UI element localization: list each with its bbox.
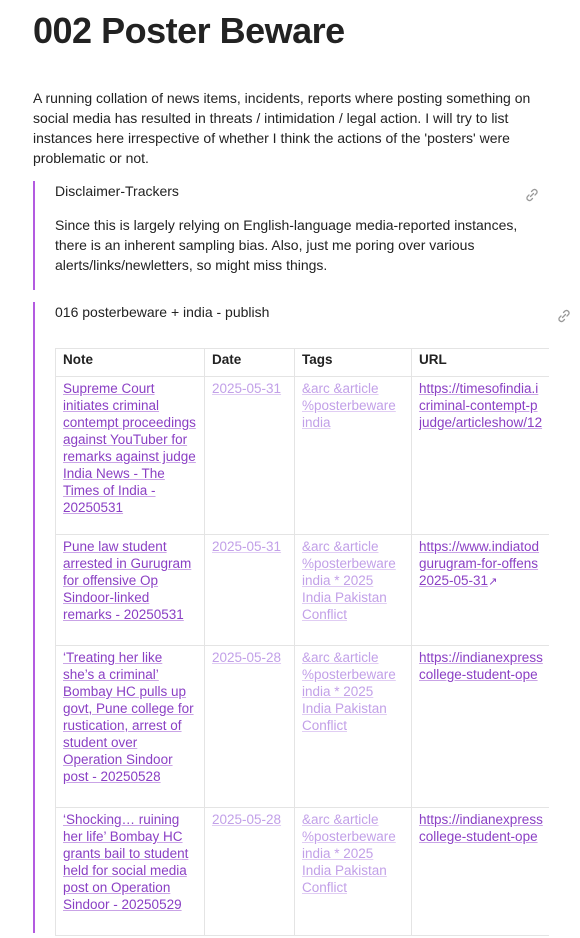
url-link[interactable]: https://indianexpress (419, 650, 543, 665)
tags-link[interactable]: &arc &article %posterbeware india * 2025 India Pakistan Conflict (302, 812, 396, 895)
url-link[interactable]: gurugram-for-offens (419, 556, 539, 571)
callout-title: Disclaimer-Trackers (55, 183, 179, 199)
note-link[interactable]: ‘Shocking… ruining her life’ Bombay HC grants bail to student held for social media post on Operation Sindoor - 20250529 (63, 812, 189, 912)
date-cell (205, 808, 295, 936)
data-table-container[interactable] (55, 348, 549, 938)
date-cell (205, 646, 295, 808)
table-row (56, 377, 550, 535)
header-note[interactable]: Note (56, 349, 205, 377)
url-link[interactable]: criminal-contempt-p (419, 398, 538, 413)
link-icon[interactable] (556, 308, 572, 324)
tags-cell (295, 808, 412, 936)
date-cell (205, 535, 295, 646)
link-icon[interactable] (524, 187, 540, 203)
note-link[interactable]: Pune law student arrested in Gurugram for offensive Op Sindoor-linked remarks - 20250531 (63, 539, 192, 622)
url-cell (412, 535, 550, 646)
disclaimer-callout (33, 181, 550, 290)
note-cell (56, 535, 205, 646)
data-table (55, 348, 549, 936)
callout-title: 016 posterbeware + india - publish (55, 304, 270, 320)
note-cell (56, 377, 205, 535)
url-link[interactable]: 2025-05-31 (419, 573, 489, 588)
url-link[interactable]: https://indianexpress (419, 812, 543, 827)
note-cell (56, 646, 205, 808)
tags-cell (295, 377, 412, 535)
external-link-icon: ↗ (488, 576, 498, 588)
table-row (56, 808, 550, 936)
table-header-row (56, 349, 550, 377)
url-link[interactable]: https://timesofindia.i (419, 381, 539, 396)
header-url[interactable]: URL (412, 349, 550, 377)
tags-link[interactable]: &arc &article %posterbeware india * 2025 India Pakistan Conflict (302, 650, 396, 733)
date-link[interactable]: 2025-05-28 (212, 650, 282, 665)
table-row (56, 646, 550, 808)
tags-link[interactable]: &arc &article %posterbeware india (302, 381, 396, 430)
intro-paragraph: A running collation of news items, incidents, reports where posting something on social media has resulted in threats / intimidation / legal action. I will try to list instances here irrespective of whether I think the actions of the 'posters' were problematic or not. (33, 90, 531, 166)
url-cell (412, 377, 550, 535)
table-row (56, 535, 550, 646)
tags-link[interactable]: &arc &article %posterbeware india * 2025 India Pakistan Conflict (302, 539, 396, 622)
date-link[interactable]: 2025-05-31 (212, 539, 282, 554)
date-link[interactable]: 2025-05-31 (212, 381, 282, 396)
header-date[interactable]: Date (205, 349, 295, 377)
url-cell (412, 808, 550, 936)
tags-cell (295, 535, 412, 646)
note-cell (56, 808, 205, 936)
page-title: 002 Poster Beware (33, 10, 345, 51)
url-cell (412, 646, 550, 808)
header-tags[interactable]: Tags (295, 349, 412, 377)
url-link[interactable]: college-student-ope (419, 829, 538, 844)
embed-callout (33, 302, 580, 933)
tags-cell (295, 646, 412, 808)
date-link[interactable]: 2025-05-28 (212, 812, 282, 827)
url-link[interactable]: college-student-ope (419, 667, 538, 682)
note-link[interactable]: Supreme Court initiates criminal contempt proceedings against YouTuber for remarks against judge India News - The Times of India - 20250531 (63, 381, 196, 515)
date-cell (205, 377, 295, 535)
callout-body: Since this is largely relying on English-language media-reported instances, there is an inherent sampling bias. Also, just me poring over various alerts/links/newletters, so might miss things. (55, 217, 518, 273)
note-link[interactable]: ‘Treating her like she’s a criminal’ Bombay HC pulls up govt, Pune college for rustication, arrest of student over Operation Sindoor post - 20250528 (63, 650, 194, 784)
url-link[interactable]: https://www.indiatod (419, 539, 540, 554)
url-link[interactable]: judge/articleshow/12 (419, 415, 543, 430)
